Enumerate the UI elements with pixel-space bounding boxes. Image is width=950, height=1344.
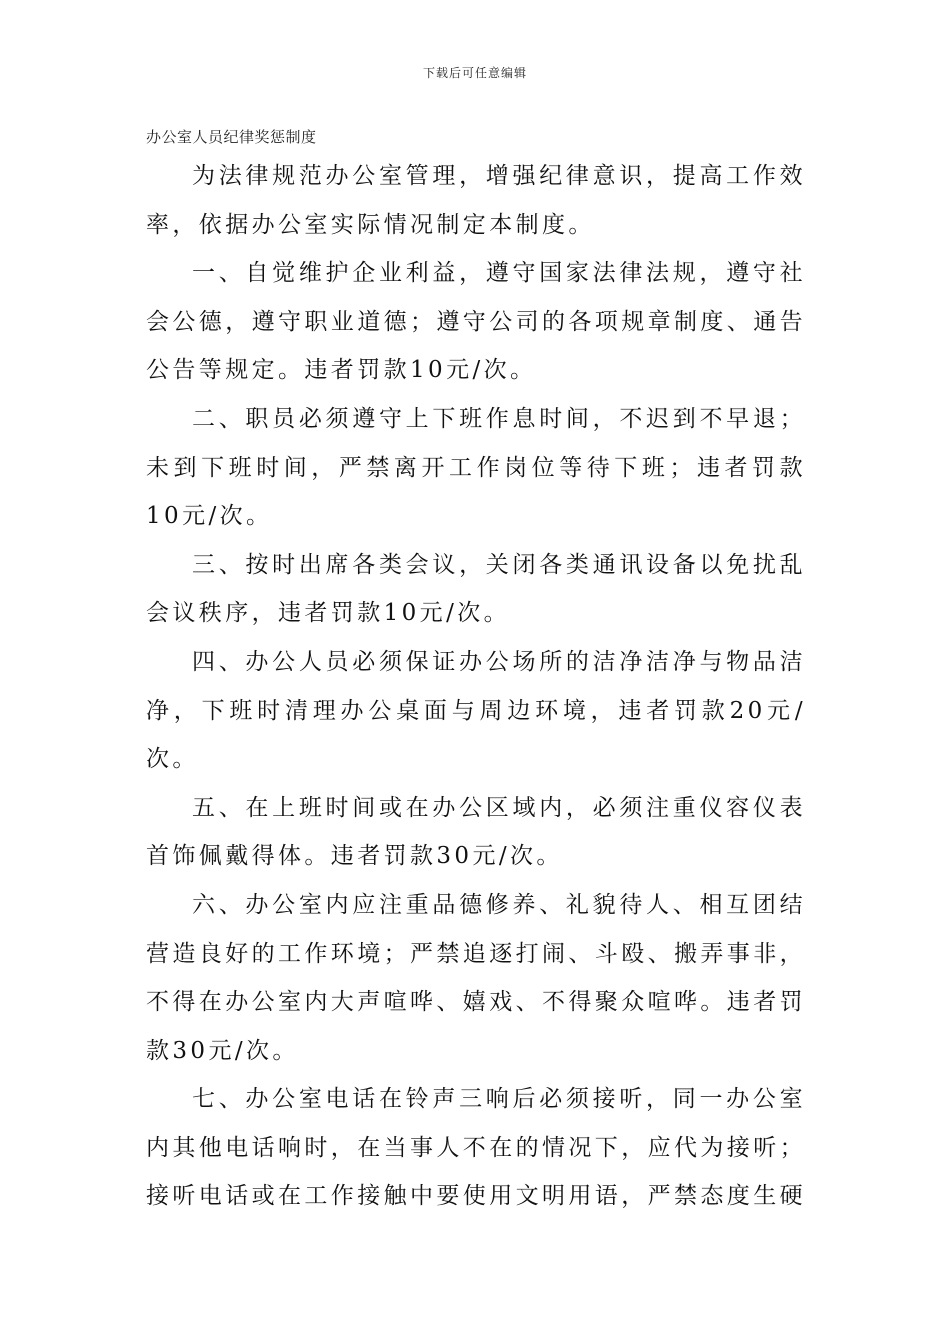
paragraph-intro: 为法律规范办公室管理，增强纪律意识，提高工作效率，依据办公室实际情况制定本制度。	[146, 163, 806, 238]
paragraph-rule-6: 六、办公室内应注重品德修养、礼貌待人、相互团结营造良好的工作环境；严禁追逐打闹、斗殴、搬弄事非，不得在办公室内大声喧哗、嬉戏、不得聚众喧哗。违者罚款30元/次。	[146, 891, 806, 1064]
paragraph-rule-1: 一、自觉维护企业利益，遵守国家法律法规，遵守社会公德，遵守职业道德；遵守公司的各项规章制度、通告公告等规定。违者罚款10元/次。	[146, 260, 806, 384]
document-body	[146, 152, 806, 1221]
header-note: 下载后可任意编辑	[422, 66, 527, 80]
paragraph-rule-5: 五、在上班时间或在办公区域内，必须注重仪容仪表首饰佩戴得体。违者罚款30元/次。	[146, 794, 806, 870]
paragraph-rule-7: 七、办公室电话在铃声三响后必须接听，同一办公室内其他电话响时，在当事人不在的情况下，应代为接听；接听电话或在工作接触中要使用文明用语，严禁态度生硬	[146, 1086, 806, 1210]
paragraph-rule-2: 二、职员必须遵守上下班作息时间，不迟到不早退；未到下班时间，严禁离开工作岗位等待下班；违者罚款10元/次。	[146, 405, 806, 530]
paragraph-rule-3: 三、按时出席各类会议，关闭各类通讯设备以免扰乱会议秩序，违者罚款10元/次。	[146, 551, 806, 627]
document-title: 办公室人员纪律奖惩制度	[146, 128, 317, 146]
paragraph-rule-4: 四、办公人员必须保证办公场所的洁净洁净与物品洁净，下班时清理办公桌面与周边环境，违者罚款20元/次。	[146, 648, 806, 773]
